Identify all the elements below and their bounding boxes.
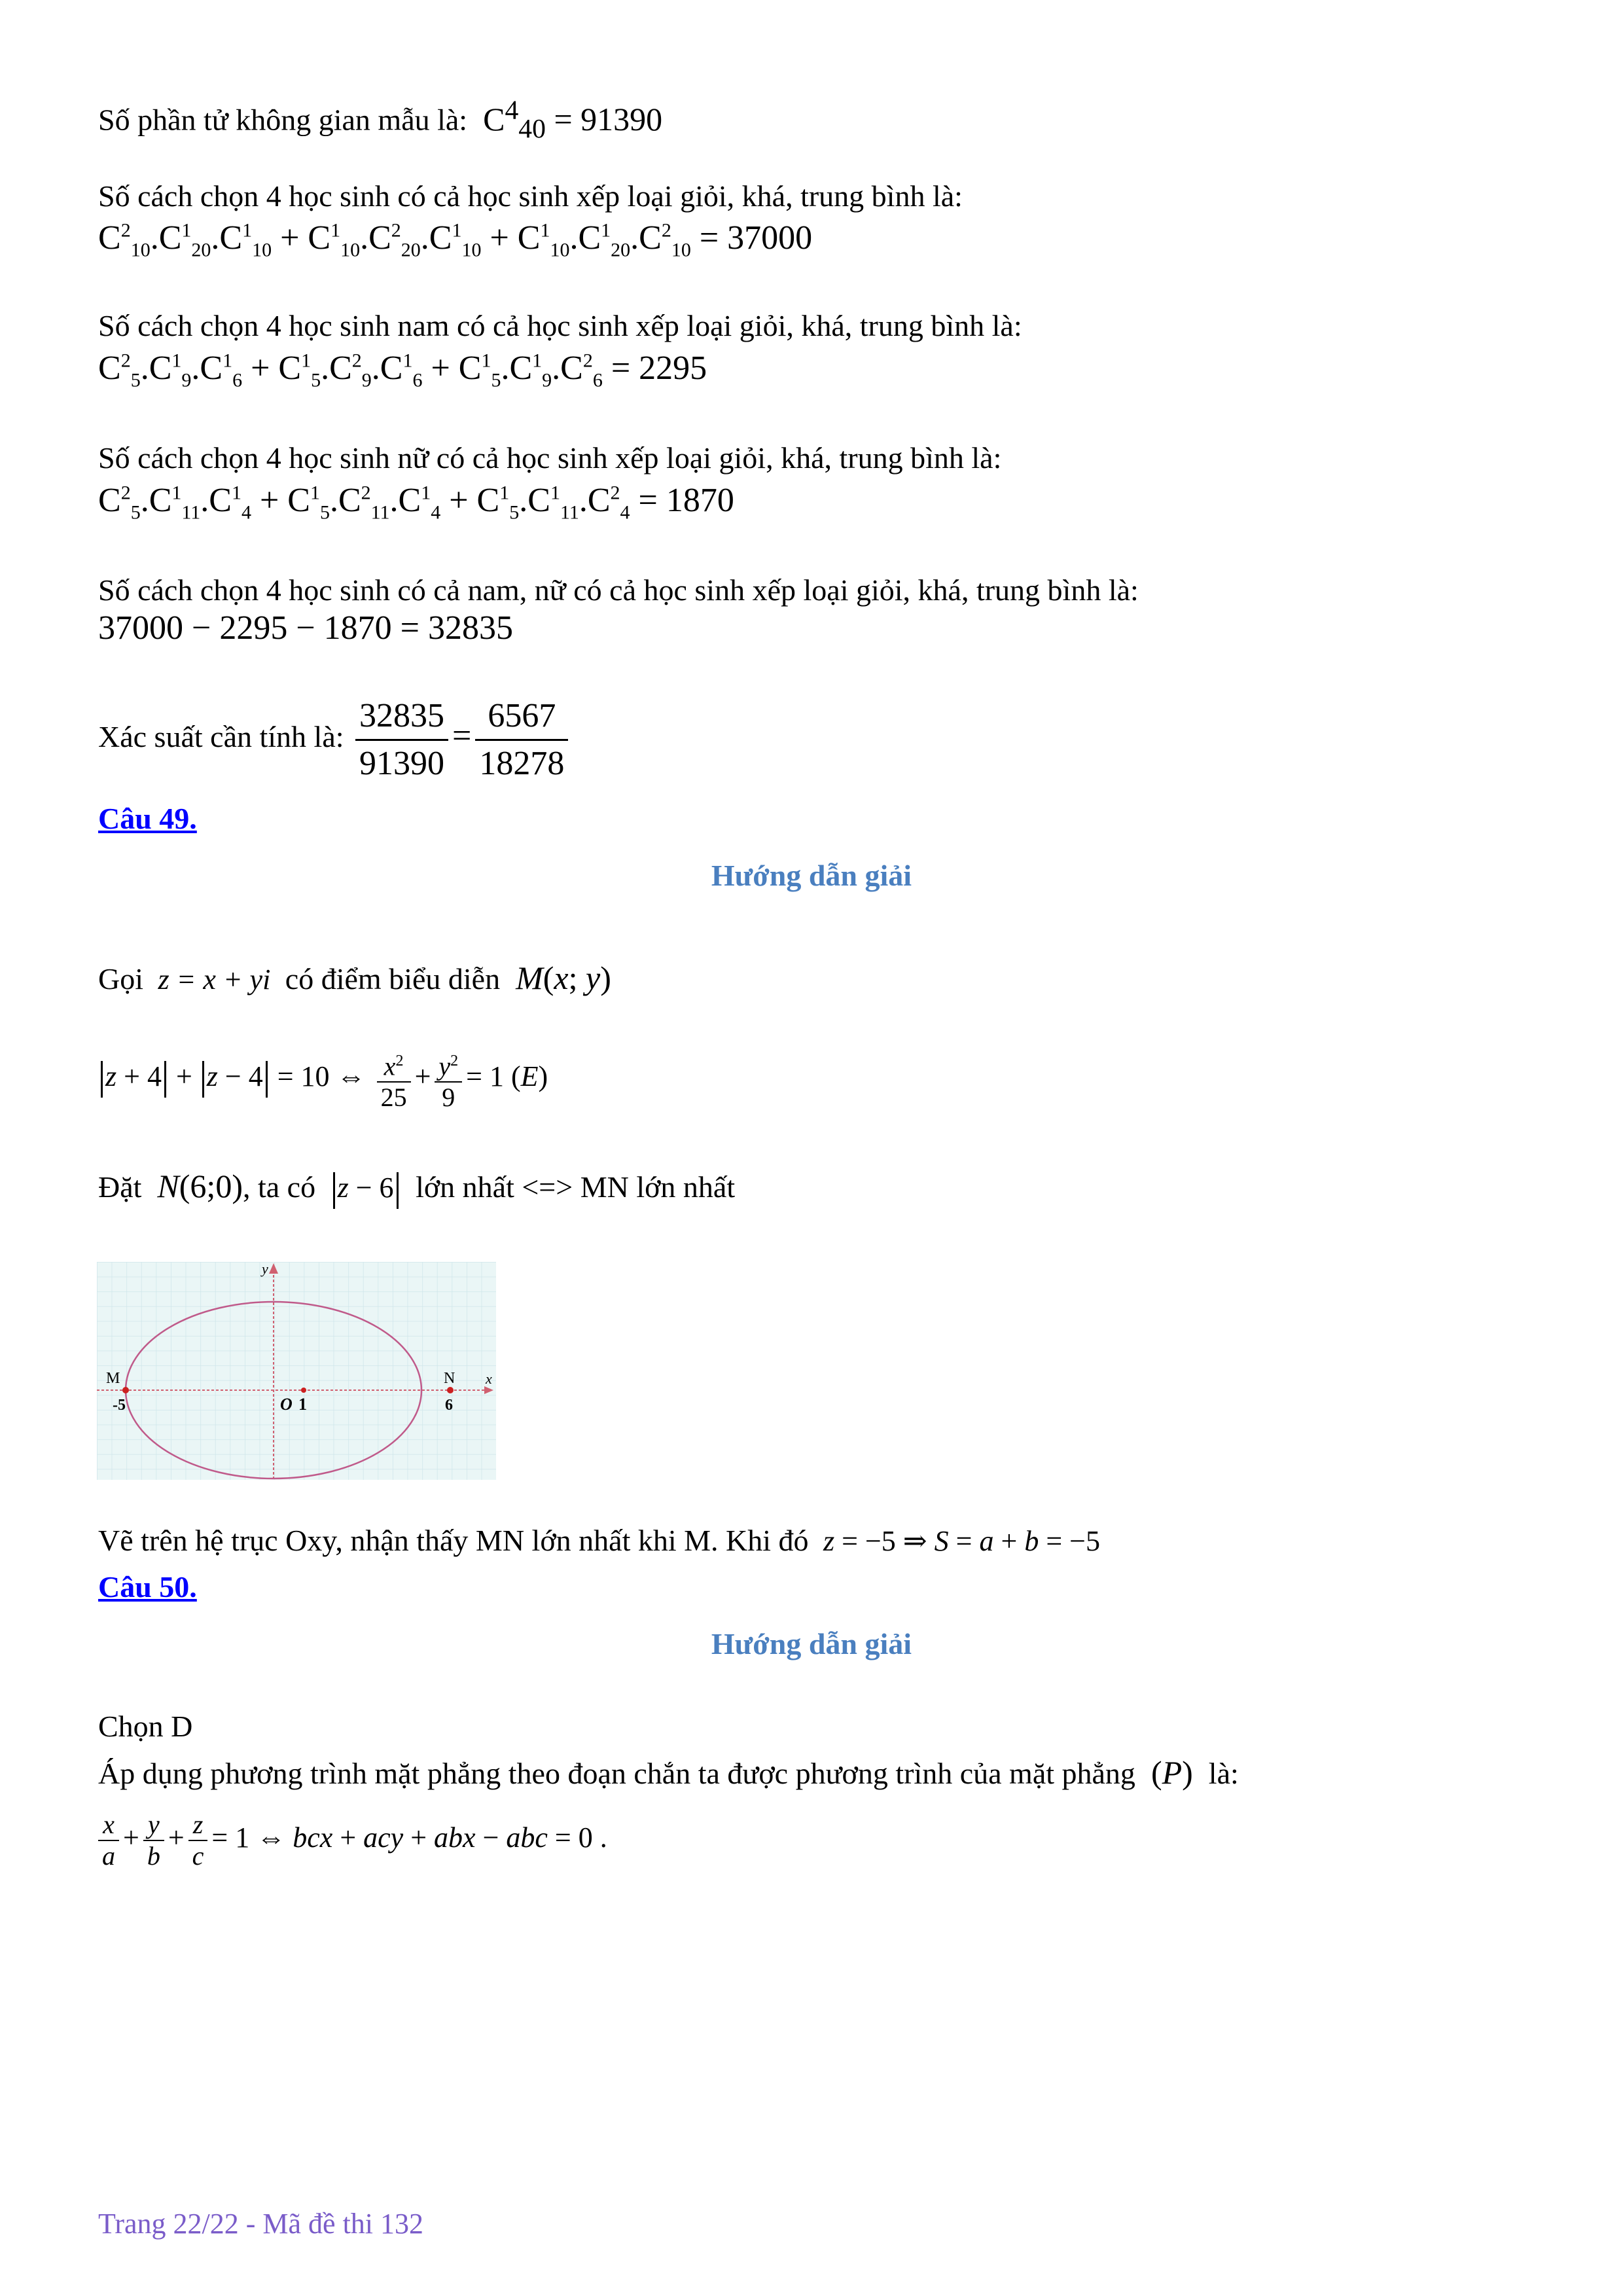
q49-solution-heading: Hướng dẫn giải bbox=[711, 859, 912, 892]
probability-line bbox=[98, 687, 572, 787]
q50-choose-text: Chọn D bbox=[98, 1710, 193, 1743]
question-50-title[interactable]: Câu 50. bbox=[98, 1570, 197, 1604]
q49-conclusion-text: Vẽ trên hệ trục Oxy, nhận thấy MN lớn nhất khi M. Khi đó bbox=[98, 1524, 809, 1557]
q49-point-n: N(6;0) bbox=[157, 1168, 243, 1204]
probability-fraction-1 bbox=[355, 693, 448, 787]
point-one bbox=[301, 1388, 306, 1393]
point-m bbox=[122, 1387, 129, 1393]
page-footer: Trang 22/22 - Mã đề thi 132 bbox=[98, 2208, 424, 2240]
label-y: y bbox=[262, 1262, 268, 1277]
tick-1: 1 bbox=[298, 1395, 307, 1414]
choose-both-text: Số cách chọn 4 học sinh có cả nam, nữ có cả học sinh xếp loại giỏi, khá, trung bình là: bbox=[98, 573, 1139, 607]
label-m: M bbox=[106, 1370, 120, 1387]
prob-num-2: 6567 bbox=[488, 696, 556, 734]
tick-neg5: -5 bbox=[113, 1397, 126, 1414]
prob-den-2: 18278 bbox=[475, 739, 568, 787]
q50-apply-line bbox=[98, 1754, 1239, 1792]
probability-text: Xác suất cần tính là: bbox=[98, 720, 344, 753]
prob-num-1: 32835 bbox=[359, 696, 445, 734]
q49-ellipse-eq: z + 4 + z − 4 = 10 ⇔ $\frac{x^2}{25}$ + $\frac{y^2}{9}$ = 1 (E) bbox=[98, 1041, 548, 1113]
both-result-text: 37000 − 2295 − 1870 = 32835 bbox=[98, 609, 513, 647]
z-over-c: $\frac{z}{c}$ bbox=[188, 1810, 208, 1871]
label-x: x bbox=[486, 1371, 492, 1387]
q49-call-line bbox=[98, 960, 611, 998]
q49-call-text: Gọi bbox=[98, 962, 143, 996]
q50-apply-suffix: là: bbox=[1208, 1757, 1239, 1790]
q50-plane-p: (P) bbox=[1143, 1754, 1202, 1791]
x2-over-25: $\frac{x^2}{25}$ bbox=[377, 1046, 411, 1113]
q50-apply-text: Áp dụng phương trình mặt phẳng theo đoạn chắn ta được phương trình của mặt phẳng bbox=[98, 1757, 1135, 1790]
choose-male-text: Số cách chọn 4 học sinh nam có cả học sinh xếp loại giỏi, khá, trung bình là: bbox=[98, 309, 1022, 342]
grid-background bbox=[97, 1262, 496, 1480]
choose-both-line bbox=[98, 572, 1139, 609]
y-over-b: $\frac{y}{b}$ bbox=[143, 1810, 164, 1871]
probability-fraction-2 bbox=[475, 693, 568, 787]
q49-conclusion-line bbox=[98, 1522, 1100, 1560]
q49-set-mid: , ta có bbox=[242, 1170, 316, 1204]
choose-female-line bbox=[98, 440, 1001, 476]
choose-female-text: Số cách chọn 4 học sinh nữ có cả học sinh xếp loại giỏi, khá, trung bình là: bbox=[98, 441, 1002, 475]
y2-over-9: $\frac{y^2}{9}$ bbox=[435, 1046, 462, 1113]
choose-both-result bbox=[98, 609, 513, 648]
point-n bbox=[447, 1387, 454, 1393]
q49-call-suffix: có điểm biểu diễn bbox=[285, 962, 501, 996]
choose-all-line bbox=[98, 178, 963, 215]
q49-set-line bbox=[98, 1168, 735, 1209]
choose-male-formula: $C^2_5.C^1_9.C^1_6 + C^1_5.C^2_9.C^1_6 + C^1_5.C^1_9.C^2_6 = 2295$ bbox=[98, 350, 707, 391]
q50-solution-heading: Hướng dẫn giải bbox=[711, 1627, 912, 1660]
sample-space-formula: $C^4_{40} = 91390$ bbox=[474, 95, 663, 144]
q50-choose-line bbox=[98, 1708, 192, 1745]
label-origin: O bbox=[280, 1395, 293, 1414]
q49-point-m: M(x; y) bbox=[516, 960, 611, 996]
q49-answer-formula: z = −5 ⇒ S = a + b = −5 bbox=[823, 1525, 1100, 1557]
sample-space-line bbox=[98, 92, 662, 147]
q49-abs-z6: z − 6 bbox=[323, 1172, 408, 1204]
choose-male-line bbox=[98, 308, 1022, 344]
prob-den-1: 91390 bbox=[355, 739, 448, 787]
equals-sign: = bbox=[452, 717, 472, 755]
q49-set-suffix: lớn nhất <=> MN lớn nhất bbox=[416, 1170, 736, 1204]
question-49-title[interactable]: Câu 49. bbox=[98, 802, 197, 835]
tick-6: 6 bbox=[445, 1397, 453, 1414]
sample-space-text: Số phần tử không gian mẫu là: bbox=[98, 103, 468, 137]
choose-all-text: Số cách chọn 4 học sinh có cả học sinh xếp loại giỏi, khá, trung bình là: bbox=[98, 179, 963, 213]
q49-z-def: z = x + yi bbox=[151, 963, 278, 996]
choose-female-formula: $C^2_5.C^1_{11}.C^1_4 + C^1_5.C^2_{11}.C^1_4 + C^1_5.C^1_{11}.C^2_4 = 1870$ bbox=[98, 482, 734, 524]
choose-all-formula: $C^2_{10}.C^1_{20}.C^1_{10} + C^1_{10}.C^2_{20}.C^1_{10} + C^1_{10}.C^1_{20}.C^2_{10} = 37000$ bbox=[98, 219, 813, 261]
ellipse-graph-svg bbox=[97, 1262, 496, 1480]
x-over-a: $\frac{x}{a}$ bbox=[98, 1810, 119, 1871]
q50-plane-eq: $\frac{x}{a}$ + $\frac{y}{b}$ + $\frac{z}{c}$ = 1 ⇔ bcx + acy + abx − abc = 0 . bbox=[98, 1799, 607, 1877]
label-n: N bbox=[444, 1370, 455, 1387]
q49-set-text: Đặt bbox=[98, 1170, 142, 1204]
ellipse-graph bbox=[97, 1262, 496, 1480]
